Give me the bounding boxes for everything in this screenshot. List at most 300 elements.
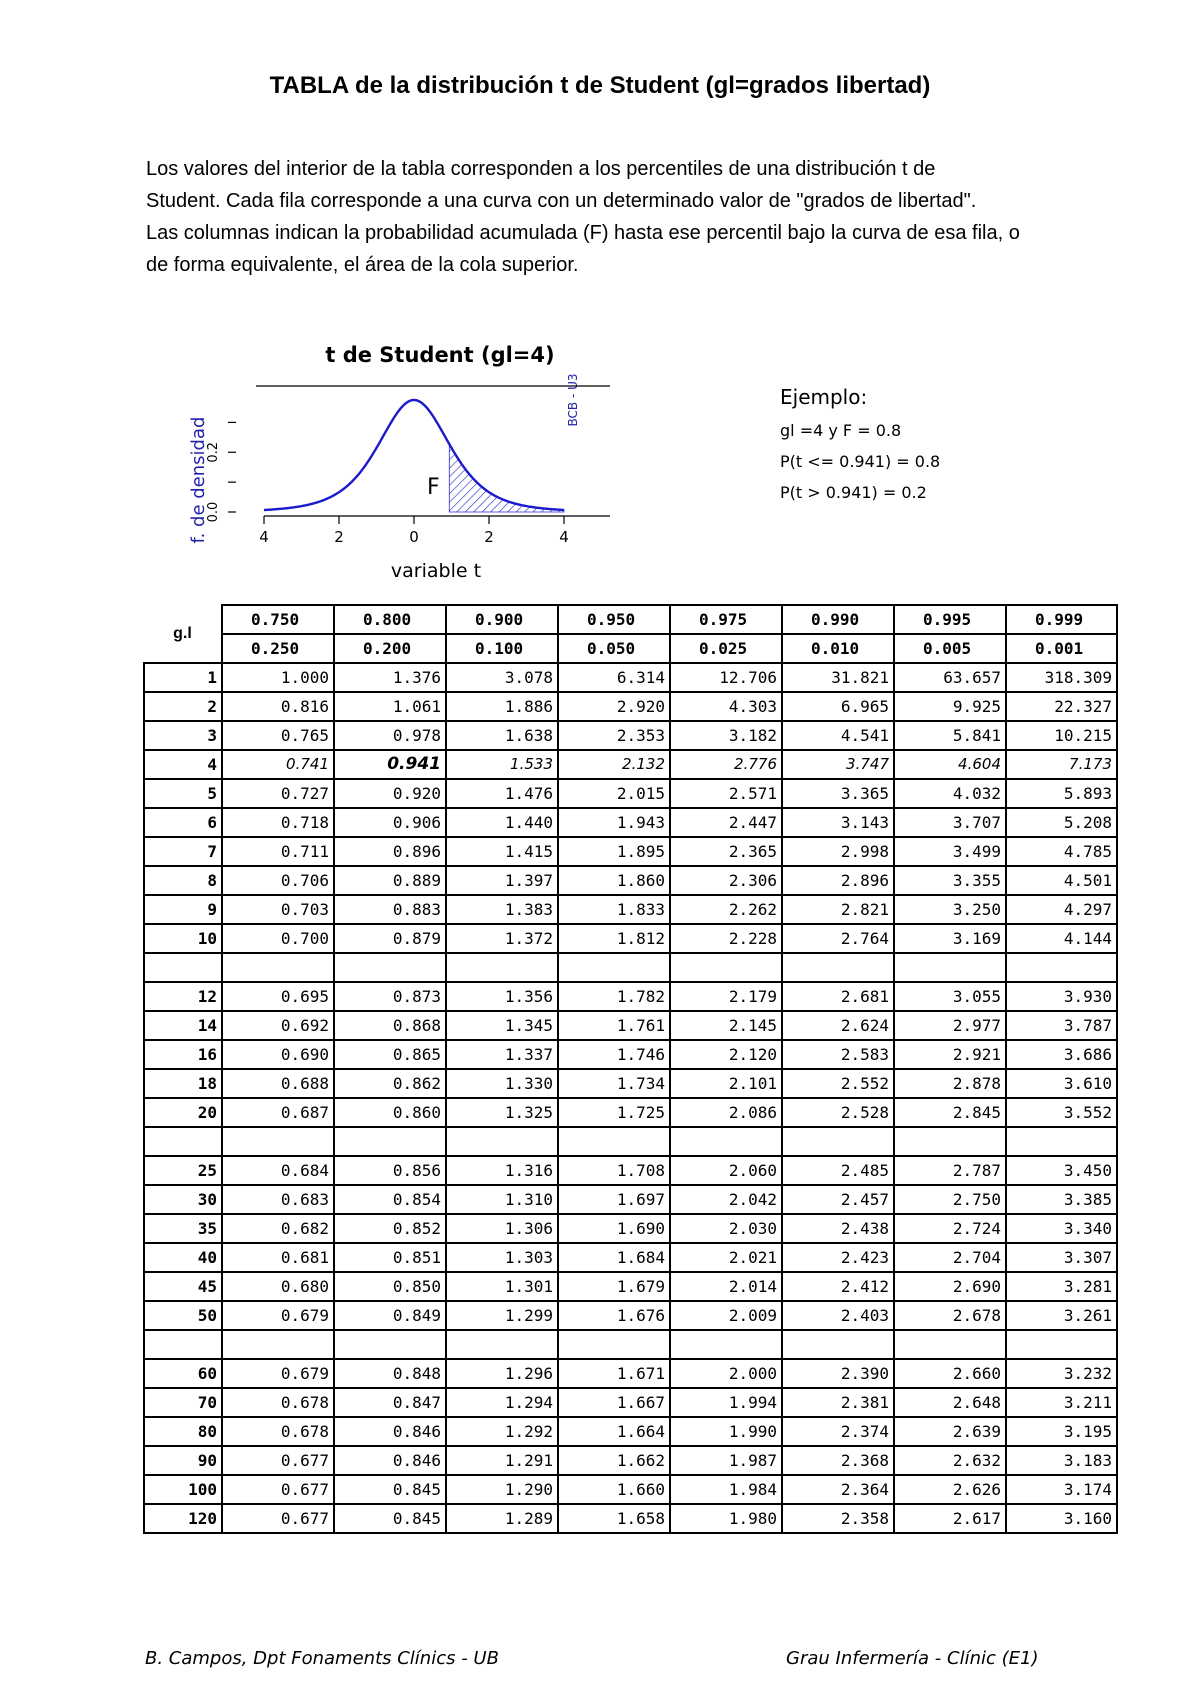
critical-value-cell: 1.296	[446, 1359, 558, 1388]
degrees-of-freedom-cell: 30	[144, 1185, 222, 1214]
degrees-of-freedom-cell: 4	[144, 750, 222, 779]
table-row	[144, 1359, 1117, 1388]
table-row	[144, 1069, 1117, 1098]
table-row	[144, 808, 1117, 837]
critical-value-cell	[670, 1330, 782, 1359]
critical-value-cell	[1006, 1127, 1117, 1156]
intro-line: Las columnas indican la probabilidad acumulada (F) hasta ese percentil bajo la curva de esa fila, o	[146, 222, 1020, 244]
critical-value-cell: 3.499	[894, 837, 1006, 866]
critical-value-cell: 3.250	[894, 895, 1006, 924]
degrees-of-freedom-cell: 90	[144, 1446, 222, 1475]
critical-value-cell: 1.697	[558, 1185, 670, 1214]
critical-value-cell: 1.290	[446, 1475, 558, 1504]
critical-value-cell	[894, 953, 1006, 982]
critical-value-cell: 2.042	[670, 1185, 782, 1214]
critical-value-cell: 0.677	[222, 1446, 334, 1475]
critical-value-cell: 0.683	[222, 1185, 334, 1214]
intro-line: de forma equivalente, el área de la cola superior.	[146, 254, 579, 276]
degrees-of-freedom-cell: 10	[144, 924, 222, 953]
critical-value-cell: 3.307	[1006, 1243, 1117, 1272]
critical-value-cell: 1.690	[558, 1214, 670, 1243]
critical-value-cell: 0.862	[334, 1069, 446, 1098]
upper-tail-prob-header: 0.010	[782, 634, 894, 663]
example-box	[780, 385, 940, 514]
critical-value-cell: 1.638	[446, 721, 558, 750]
critical-value-cell: 2.120	[670, 1040, 782, 1069]
critical-value-cell: 0.679	[222, 1359, 334, 1388]
t-table-container	[143, 604, 1118, 1534]
degrees-of-freedom-cell: 20	[144, 1098, 222, 1127]
degrees-of-freedom-cell: 80	[144, 1417, 222, 1446]
critical-value-cell: 2.528	[782, 1098, 894, 1127]
critical-value-cell: 9.925	[894, 692, 1006, 721]
critical-value-cell: 1.476	[446, 779, 558, 808]
critical-value-cell	[222, 1127, 334, 1156]
upper-tail-prob-header: 0.100	[446, 634, 558, 663]
critical-value-cell: 1.994	[670, 1388, 782, 1417]
critical-value-cell: 22.327	[1006, 692, 1117, 721]
degrees-of-freedom-cell	[144, 1127, 222, 1156]
critical-value-cell: 2.681	[782, 982, 894, 1011]
critical-value-cell: 0.706	[222, 866, 334, 895]
table-row	[144, 1156, 1117, 1185]
critical-value-cell: 0.727	[222, 779, 334, 808]
critical-value-cell: 0.679	[222, 1301, 334, 1330]
critical-value-cell: 63.657	[894, 663, 1006, 692]
critical-value-cell: 318.309	[1006, 663, 1117, 692]
upper-tail-prob-header: 0.005	[894, 634, 1006, 663]
table-row	[144, 750, 1117, 779]
degrees-of-freedom-cell: 60	[144, 1359, 222, 1388]
critical-value-cell: 2.353	[558, 721, 670, 750]
critical-value-cell: 4.303	[670, 692, 782, 721]
critical-value-cell: 0.845	[334, 1504, 446, 1533]
critical-value-cell: 1.301	[446, 1272, 558, 1301]
critical-value-cell: 1.330	[446, 1069, 558, 1098]
critical-value-cell: 5.208	[1006, 808, 1117, 837]
critical-value-cell: 0.849	[334, 1301, 446, 1330]
critical-value-cell: 0.678	[222, 1417, 334, 1446]
critical-value-cell: 3.143	[782, 808, 894, 837]
critical-value-cell: 2.368	[782, 1446, 894, 1475]
critical-value-cell: 1.984	[670, 1475, 782, 1504]
critical-value-cell: 2.485	[782, 1156, 894, 1185]
critical-value-cell	[558, 1330, 670, 1359]
critical-value-cell: 3.160	[1006, 1504, 1117, 1533]
critical-value-cell: 1.299	[446, 1301, 558, 1330]
critical-value-cell: 0.896	[334, 837, 446, 866]
critical-value-cell: 0.848	[334, 1359, 446, 1388]
critical-value-cell: 1.895	[558, 837, 670, 866]
critical-value-cell: 1.306	[446, 1214, 558, 1243]
critical-value-cell: 1.658	[558, 1504, 670, 1533]
critical-value-cell: 3.930	[1006, 982, 1117, 1011]
example-line: P(t <= 0.941) = 0.8	[780, 452, 941, 471]
critical-value-cell: 2.365	[670, 837, 782, 866]
critical-value-cell: 6.965	[782, 692, 894, 721]
critical-value-cell: 1.987	[670, 1446, 782, 1475]
critical-value-cell	[670, 953, 782, 982]
table-row	[144, 1272, 1117, 1301]
cumulative-prob-header: 0.900	[446, 605, 558, 634]
critical-value-cell: 2.660	[894, 1359, 1006, 1388]
table-row	[144, 924, 1117, 953]
upper-tail-prob-header: 0.025	[670, 634, 782, 663]
critical-value-cell: 3.211	[1006, 1388, 1117, 1417]
critical-value-cell: 6.314	[558, 663, 670, 692]
critical-value-cell: 1.886	[446, 692, 558, 721]
critical-value-cell	[782, 1127, 894, 1156]
t-distribution-table	[143, 604, 1118, 1534]
degrees-of-freedom-cell: 5	[144, 779, 222, 808]
chart-title: t de Student (gl=4)	[325, 343, 555, 367]
degrees-of-freedom-cell: 16	[144, 1040, 222, 1069]
critical-value-cell: 0.856	[334, 1156, 446, 1185]
critical-value-cell: 1.679	[558, 1272, 670, 1301]
critical-value-cell: 0.816	[222, 692, 334, 721]
critical-value-cell: 1.833	[558, 895, 670, 924]
critical-value-cell: 1.671	[558, 1359, 670, 1388]
page-title: TABLA de la distribución t de Student (gl=grados libertad)	[269, 72, 931, 99]
critical-value-cell: 4.541	[782, 721, 894, 750]
critical-value-cell	[446, 1330, 558, 1359]
critical-value-cell: 0.865	[334, 1040, 446, 1069]
upper-tail-prob-header: 0.001	[1006, 634, 1117, 663]
critical-value-cell: 2.690	[894, 1272, 1006, 1301]
critical-value-cell: 2.447	[670, 808, 782, 837]
critical-value-cell	[782, 1330, 894, 1359]
critical-value-cell: 2.617	[894, 1504, 1006, 1533]
critical-value-cell: 4.297	[1006, 895, 1117, 924]
critical-value-cell: 1.061	[334, 692, 446, 721]
critical-value-cell: 2.262	[670, 895, 782, 924]
critical-value-cell: 0.703	[222, 895, 334, 924]
critical-value-cell: 0.682	[222, 1214, 334, 1243]
critical-value-cell: 10.215	[1006, 721, 1117, 750]
critical-value-cell: 1.980	[670, 1504, 782, 1533]
x-axis-ticks	[259, 516, 569, 546]
critical-value-cell: 3.552	[1006, 1098, 1117, 1127]
critical-value-cell: 0.845	[334, 1475, 446, 1504]
degrees-of-freedom-cell: 2	[144, 692, 222, 721]
critical-value-cell: 0.850	[334, 1272, 446, 1301]
degrees-of-freedom-cell: 6	[144, 808, 222, 837]
footer-author: B. Campos, Dpt Fonaments Clínics - UB	[145, 1648, 499, 1669]
critical-value-cell: 2.030	[670, 1214, 782, 1243]
critical-value-cell: 1.812	[558, 924, 670, 953]
critical-value-cell: 2.457	[782, 1185, 894, 1214]
degrees-of-freedom-cell: 50	[144, 1301, 222, 1330]
critical-value-cell: 2.374	[782, 1417, 894, 1446]
critical-value-cell: 1.684	[558, 1243, 670, 1272]
critical-value-cell: 2.878	[894, 1069, 1006, 1098]
table-row	[144, 779, 1117, 808]
critical-value-cell: 2.552	[782, 1069, 894, 1098]
x-tick-label: 0	[409, 528, 419, 546]
critical-value-cell: 0.681	[222, 1243, 334, 1272]
critical-value-cell: 0.847	[334, 1388, 446, 1417]
critical-value-cell: 1.356	[446, 982, 558, 1011]
cumulative-prob-header: 0.990	[782, 605, 894, 634]
critical-value-cell	[558, 1127, 670, 1156]
critical-value-cell: 2.021	[670, 1243, 782, 1272]
table-row	[144, 1446, 1117, 1475]
critical-value-cell: 0.860	[334, 1098, 446, 1127]
example-line: gl =4 y F = 0.8	[780, 421, 902, 440]
area-label: F	[427, 475, 440, 500]
critical-value-cell: 2.920	[558, 692, 670, 721]
critical-value-cell: 2.998	[782, 837, 894, 866]
degrees-of-freedom-cell: 9	[144, 895, 222, 924]
critical-value-cell: 1.376	[334, 663, 446, 692]
critical-value-cell	[334, 1127, 446, 1156]
critical-value-cell	[222, 953, 334, 982]
degrees-of-freedom-cell: 3	[144, 721, 222, 750]
critical-value-cell: 3.055	[894, 982, 1006, 1011]
critical-value-cell: 1.664	[558, 1417, 670, 1446]
critical-value-cell: 0.846	[334, 1446, 446, 1475]
table-spacer-row	[144, 953, 1117, 982]
critical-value-cell: 2.896	[782, 866, 894, 895]
critical-value-cell: 0.883	[334, 895, 446, 924]
critical-value-cell: 1.860	[558, 866, 670, 895]
critical-value-cell: 2.776	[670, 750, 782, 779]
degrees-of-freedom-cell: 18	[144, 1069, 222, 1098]
critical-value-cell: 3.261	[1006, 1301, 1117, 1330]
critical-value-cell: 1.943	[558, 808, 670, 837]
critical-value-cell: 0.741	[222, 750, 334, 779]
critical-value-cell: 3.787	[1006, 1011, 1117, 1040]
critical-value-cell: 3.707	[894, 808, 1006, 837]
critical-value-cell	[782, 953, 894, 982]
critical-value-cell: 3.355	[894, 866, 1006, 895]
table-row	[144, 1301, 1117, 1330]
y-axis-label: f. de densidad	[188, 416, 209, 544]
x-tick-label: 2	[334, 528, 344, 546]
degrees-of-freedom-cell: 25	[144, 1156, 222, 1185]
table-row	[144, 1185, 1117, 1214]
critical-value-cell: 0.684	[222, 1156, 334, 1185]
critical-value-cell: 0.920	[334, 779, 446, 808]
critical-value-cell: 5.841	[894, 721, 1006, 750]
table-row	[144, 1098, 1117, 1127]
critical-value-cell	[1006, 953, 1117, 982]
degrees-of-freedom-cell: 1	[144, 663, 222, 692]
critical-value-cell: 1.397	[446, 866, 558, 895]
critical-value-cell: 1.415	[446, 837, 558, 866]
critical-value-cell: 2.412	[782, 1272, 894, 1301]
critical-value-cell: 2.060	[670, 1156, 782, 1185]
critical-value-cell: 0.889	[334, 866, 446, 895]
critical-value-cell: 2.921	[894, 1040, 1006, 1069]
critical-value-cell: 1.000	[222, 663, 334, 692]
critical-value-cell: 2.787	[894, 1156, 1006, 1185]
critical-value-cell: 1.990	[670, 1417, 782, 1446]
critical-value-cell: 3.340	[1006, 1214, 1117, 1243]
critical-value-cell: 3.365	[782, 779, 894, 808]
critical-value-cell: 0.690	[222, 1040, 334, 1069]
critical-value-cell: 1.746	[558, 1040, 670, 1069]
table-row	[144, 1243, 1117, 1272]
critical-value-cell: 4.144	[1006, 924, 1117, 953]
critical-value-cell: 2.632	[894, 1446, 1006, 1475]
cumulative-prob-header: 0.950	[558, 605, 670, 634]
critical-value-cell: 0.687	[222, 1098, 334, 1127]
critical-value-cell: 31.821	[782, 663, 894, 692]
critical-value-cell: 2.358	[782, 1504, 894, 1533]
critical-value-cell	[894, 1127, 1006, 1156]
critical-value-cell: 1.662	[558, 1446, 670, 1475]
example-line: P(t > 0.941) = 0.2	[780, 483, 927, 502]
degrees-of-freedom-cell: 40	[144, 1243, 222, 1272]
critical-value-cell: 3.747	[782, 750, 894, 779]
critical-value-cell	[446, 1127, 558, 1156]
critical-value-cell: 3.450	[1006, 1156, 1117, 1185]
critical-value-cell: 2.381	[782, 1388, 894, 1417]
critical-value-cell: 1.345	[446, 1011, 558, 1040]
table-row	[144, 895, 1117, 924]
table-row	[144, 1475, 1117, 1504]
critical-value-cell: 3.385	[1006, 1185, 1117, 1214]
critical-value-cell: 1.734	[558, 1069, 670, 1098]
critical-value-cell: 1.310	[446, 1185, 558, 1214]
critical-value-cell: 3.174	[1006, 1475, 1117, 1504]
critical-value-cell: 1.440	[446, 808, 558, 837]
cumulative-prob-header: 0.750	[222, 605, 334, 634]
table-row	[144, 721, 1117, 750]
x-tick-label: 4	[259, 528, 269, 546]
y-tick-label: 0.0	[206, 501, 221, 523]
critical-value-cell: 2.750	[894, 1185, 1006, 1214]
critical-value-cell: 0.852	[334, 1214, 446, 1243]
critical-value-cell: 0.688	[222, 1069, 334, 1098]
critical-value-cell: 0.978	[334, 721, 446, 750]
critical-value-cell: 2.390	[782, 1359, 894, 1388]
critical-value-cell: 4.604	[894, 750, 1006, 779]
critical-value-cell: 1.303	[446, 1243, 558, 1272]
critical-value-cell: 3.686	[1006, 1040, 1117, 1069]
critical-value-cell: 0.868	[334, 1011, 446, 1040]
critical-value-cell: 3.195	[1006, 1417, 1117, 1446]
cumulative-prob-header: 0.800	[334, 605, 446, 634]
critical-value-cell: 1.761	[558, 1011, 670, 1040]
density-curve	[264, 400, 564, 510]
critical-value-cell: 0.941	[334, 750, 446, 779]
cumulative-prob-header: 0.995	[894, 605, 1006, 634]
footer-course: Grau Infermería - Clínic (E1)	[786, 1648, 1039, 1669]
intro-line: Student. Cada fila corresponde a una curva con un determinado valor de "grados de libertad".	[146, 190, 977, 212]
critical-value-cell: 0.692	[222, 1011, 334, 1040]
critical-value-cell: 12.706	[670, 663, 782, 692]
critical-value-cell: 1.660	[558, 1475, 670, 1504]
upper-tail-prob-header: 0.050	[558, 634, 670, 663]
critical-value-cell: 0.846	[334, 1417, 446, 1446]
critical-value-cell: 2.571	[670, 779, 782, 808]
table-row	[144, 982, 1117, 1011]
critical-value-cell: 0.695	[222, 982, 334, 1011]
critical-value-cell: 1.337	[446, 1040, 558, 1069]
table-row	[144, 663, 1117, 692]
degrees-of-freedom-cell: 7	[144, 837, 222, 866]
t-density-chart	[170, 340, 630, 600]
critical-value-cell: 0.765	[222, 721, 334, 750]
critical-value-cell	[446, 953, 558, 982]
critical-value-cell: 3.169	[894, 924, 1006, 953]
critical-value-cell: 1.372	[446, 924, 558, 953]
critical-value-cell: 2.014	[670, 1272, 782, 1301]
critical-value-cell: 2.101	[670, 1069, 782, 1098]
critical-value-cell: 2.639	[894, 1417, 1006, 1446]
critical-value-cell: 1.782	[558, 982, 670, 1011]
critical-value-cell: 2.648	[894, 1388, 1006, 1417]
critical-value-cell: 1.383	[446, 895, 558, 924]
critical-value-cell: 1.289	[446, 1504, 558, 1533]
critical-value-cell: 1.533	[446, 750, 558, 779]
critical-value-cell	[222, 1330, 334, 1359]
table-row	[144, 692, 1117, 721]
critical-value-cell: 2.015	[558, 779, 670, 808]
critical-value-cell: 4.501	[1006, 866, 1117, 895]
upper-tail-prob-header: 0.200	[334, 634, 446, 663]
critical-value-cell	[670, 1127, 782, 1156]
critical-value-cell: 0.677	[222, 1475, 334, 1504]
critical-value-cell: 2.403	[782, 1301, 894, 1330]
critical-value-cell: 4.032	[894, 779, 1006, 808]
degrees-of-freedom-cell: 70	[144, 1388, 222, 1417]
degrees-of-freedom-cell: 12	[144, 982, 222, 1011]
intro-paragraph	[146, 153, 1126, 281]
critical-value-cell	[334, 1330, 446, 1359]
cumulative-prob-header: 0.975	[670, 605, 782, 634]
critical-value-cell: 2.821	[782, 895, 894, 924]
critical-value-cell: 2.228	[670, 924, 782, 953]
critical-value-cell: 1.708	[558, 1156, 670, 1185]
critical-value-cell: 0.879	[334, 924, 446, 953]
table-row	[144, 1214, 1117, 1243]
degrees-of-freedom-cell: 14	[144, 1011, 222, 1040]
critical-value-cell: 3.078	[446, 663, 558, 692]
critical-value-cell: 0.677	[222, 1504, 334, 1533]
degrees-of-freedom-cell: 35	[144, 1214, 222, 1243]
critical-value-cell: 4.785	[1006, 837, 1117, 866]
table-row	[144, 1388, 1117, 1417]
critical-value-cell: 1.291	[446, 1446, 558, 1475]
critical-value-cell: 1.725	[558, 1098, 670, 1127]
critical-value-cell: 0.678	[222, 1388, 334, 1417]
critical-value-cell	[558, 953, 670, 982]
critical-value-cell: 3.610	[1006, 1069, 1117, 1098]
degrees-of-freedom-cell: 45	[144, 1272, 222, 1301]
critical-value-cell: 0.906	[334, 808, 446, 837]
critical-value-cell: 1.292	[446, 1417, 558, 1446]
critical-value-cell: 0.700	[222, 924, 334, 953]
intro-line: Los valores del interior de la tabla corresponden a los percentiles de una distribución t de	[146, 158, 936, 180]
table-row	[144, 866, 1117, 895]
critical-value-cell	[334, 953, 446, 982]
critical-value-cell	[894, 1330, 1006, 1359]
critical-value-cell: 2.724	[894, 1214, 1006, 1243]
x-tick-label: 2	[484, 528, 494, 546]
critical-value-cell: 5.893	[1006, 779, 1117, 808]
degrees-of-freedom-cell	[144, 1330, 222, 1359]
critical-value-cell: 0.718	[222, 808, 334, 837]
y-tick-label: 0.2	[206, 441, 221, 463]
gl-column-header: g.l	[144, 605, 222, 663]
critical-value-cell: 2.704	[894, 1243, 1006, 1272]
table-spacer-row	[144, 1330, 1117, 1359]
watermark: BCB - U3	[566, 373, 580, 427]
critical-value-cell: 2.364	[782, 1475, 894, 1504]
